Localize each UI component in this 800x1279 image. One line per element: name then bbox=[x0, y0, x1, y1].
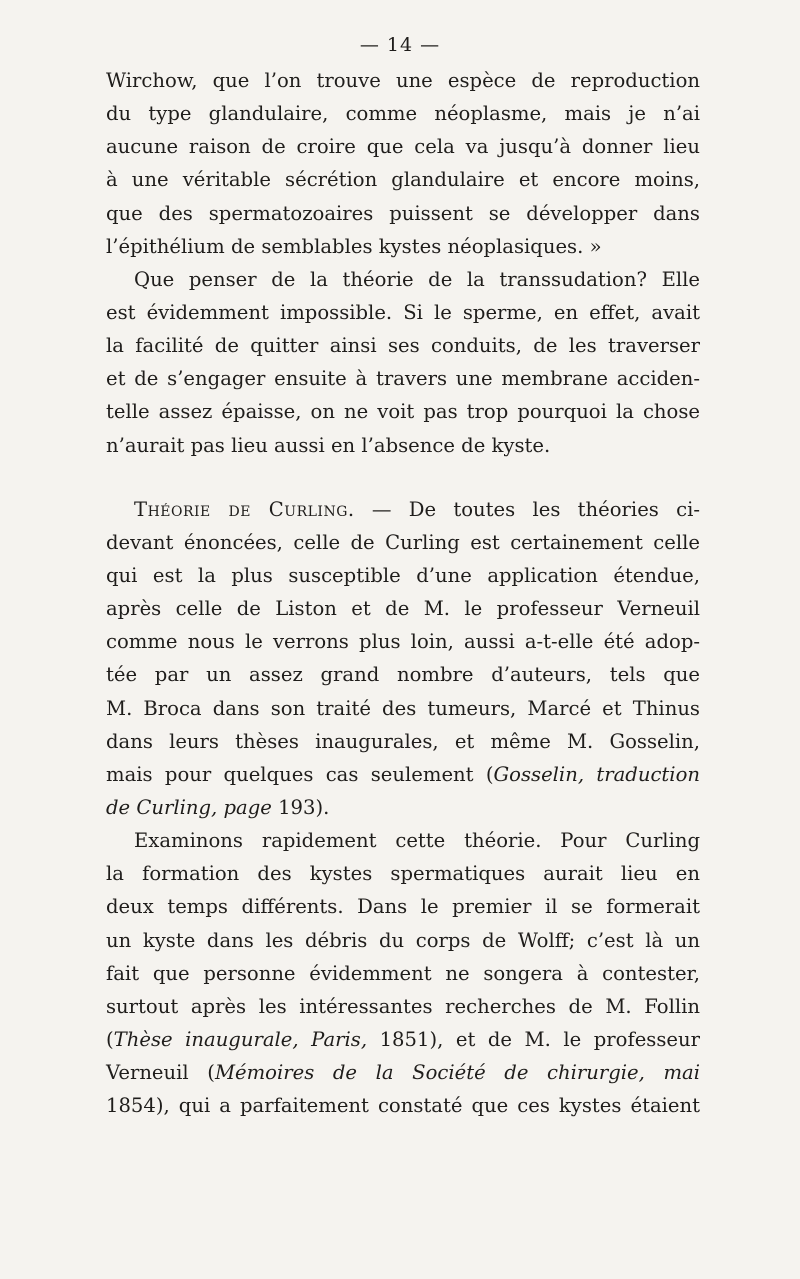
text-line: devant énoncées, celle de Curling est certainement celle bbox=[106, 530, 700, 554]
text-fragment: mais pour quelques cas seulement ( bbox=[106, 762, 494, 786]
text-line: telle assez épaisse, on ne voit pas trop pourquoi la chose bbox=[106, 400, 700, 424]
text-line: un kyste dans les débris du corps de Wolff; c’est là un bbox=[106, 928, 700, 952]
text-fragment: 1851), et de M. le professeur bbox=[367, 1027, 700, 1051]
text-line: l’épithélium de semblables kystes néoplasiques. » bbox=[106, 234, 602, 258]
section-heading: Théorie de Curling. bbox=[134, 497, 355, 521]
citation: Thèse inaugurale, Paris, bbox=[113, 1027, 368, 1051]
text-line: qui est la plus susceptible d’une application étendue, bbox=[106, 563, 700, 587]
body-text bbox=[106, 64, 700, 1122]
text-line: et de s’engager ensuite à travers une membrane acciden- bbox=[106, 367, 700, 391]
text-line bbox=[106, 758, 700, 791]
text-line: après celle de Liston et de M. le professeur Verneuil bbox=[106, 597, 700, 621]
paragraph-1 bbox=[106, 64, 700, 263]
text-line: deux temps différents. Dans le premier il se formerait bbox=[106, 895, 700, 919]
heading-continuation: — De toutes les théories ci- bbox=[354, 497, 700, 521]
text-line: fait que personne évidemment ne songera à contester, bbox=[106, 961, 700, 985]
text-line: n’aurait pas lieu aussi en l’absence de kyste. bbox=[106, 433, 551, 457]
text-line: Wirchow, que l’on trouve une espèce de reproduction bbox=[106, 69, 700, 92]
text-line: Examinons rapidement cette théorie. Pour Curling bbox=[134, 829, 700, 853]
text-line: la formation des kystes spermatiques aurait lieu en bbox=[106, 862, 700, 886]
text-fragment: 193). bbox=[271, 795, 330, 819]
text-line: que des spermatozoaires puissent se développer dans bbox=[106, 201, 700, 225]
paragraph-4 bbox=[106, 824, 700, 1122]
text-line bbox=[106, 1056, 700, 1089]
text-fragment: ( bbox=[106, 1027, 114, 1051]
citation: de Curling, page bbox=[106, 795, 272, 819]
text-line: la facilité de quitter ainsi ses conduits, de les traverser bbox=[106, 334, 700, 358]
text-line: du type glandulaire, comme néoplasme, mais je n’ai bbox=[106, 102, 700, 126]
text-line: 1854), qui a parfaitement constaté que ces kystes étaient bbox=[106, 1094, 700, 1118]
citation: Gosselin, traduction bbox=[493, 762, 700, 786]
text-line: comme nous le verrons plus loin, aussi a-t-elle été adop- bbox=[106, 630, 700, 654]
text-line: aucune raison de croire que cela va jusqu’à donner lieu bbox=[106, 135, 700, 159]
text-line: est évidemment impossible. Si le sperme, en effet, avait bbox=[106, 300, 700, 324]
text-fragment: Verneuil ( bbox=[106, 1061, 215, 1085]
text-line: surtout après les intéressantes recherches de M. Follin bbox=[106, 994, 700, 1018]
text-line: Que penser de la théorie de la transsudation? Elle bbox=[134, 267, 700, 291]
text-line bbox=[106, 1023, 700, 1056]
text-line: M. Broca dans son traité des tumeurs, Marcé et Thinus bbox=[106, 696, 700, 720]
citation: Mémoires de la Société de chirurgie, mai bbox=[214, 1061, 700, 1085]
page-number: — 14 — bbox=[359, 34, 441, 56]
text-line bbox=[106, 791, 700, 824]
text-line: à une véritable sécrétion glandulaire et encore moins, bbox=[106, 168, 700, 192]
text-line: dans leurs thèses inaugurales, et même M. Gosselin, bbox=[106, 729, 700, 753]
text-line bbox=[106, 493, 700, 526]
text-line: tée par un assez grand nombre d’auteurs, tels que bbox=[106, 663, 700, 687]
paragraph-spacer bbox=[106, 462, 700, 493]
paragraph-2 bbox=[106, 263, 700, 462]
paragraph-3 bbox=[106, 493, 700, 824]
